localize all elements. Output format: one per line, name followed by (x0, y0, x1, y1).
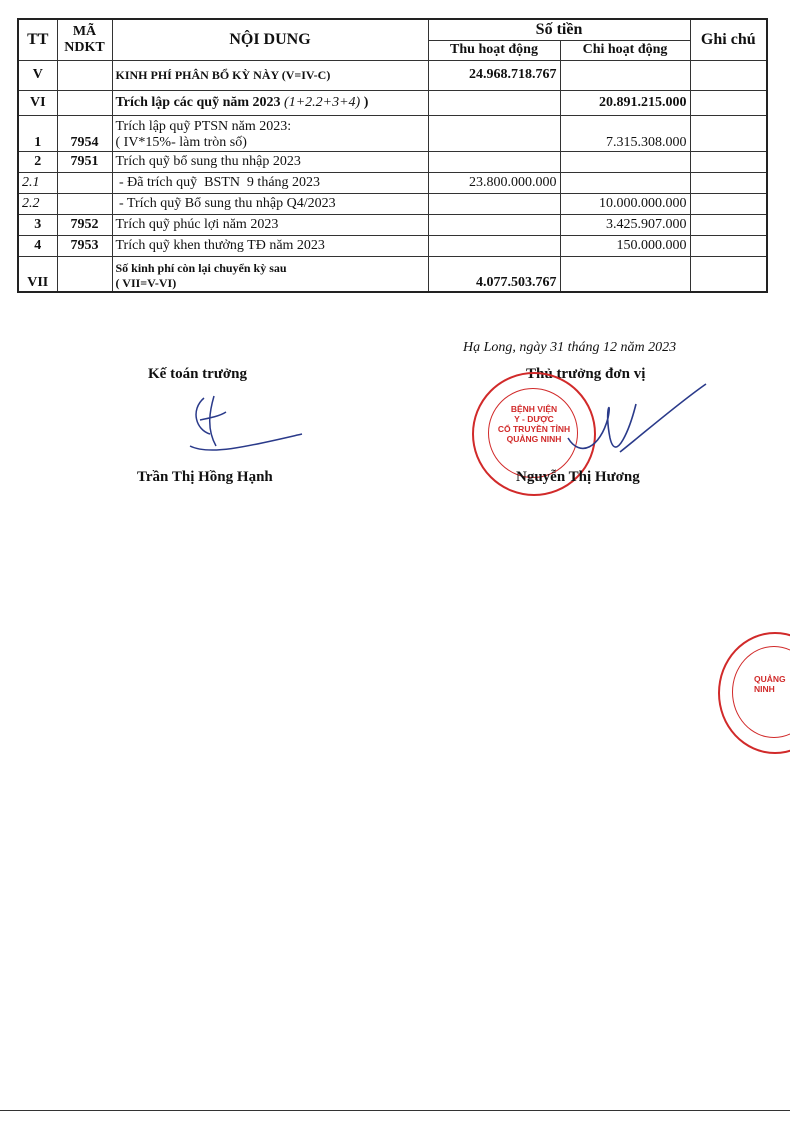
row-content: - Trích quỹ Bổ sung thu nhập Q4/2023 (112, 193, 428, 214)
row-chi (560, 172, 690, 193)
row-note (690, 214, 767, 235)
row-tt: VI (18, 90, 57, 115)
row-chi: 3.425.907.000 (560, 214, 690, 235)
row-thu (428, 90, 560, 115)
row-ma (57, 256, 112, 292)
row-content: Trích quỹ phúc lợi năm 2023 (112, 214, 428, 235)
row-content (112, 115, 428, 151)
row-content-formula: (1+2.2+3+4) (284, 94, 361, 110)
edge-stamp-text (754, 674, 784, 694)
header-thu: Thu hoạt động (428, 40, 560, 60)
budget-table (17, 18, 768, 293)
row-thu: 23.800.000.000 (428, 172, 560, 193)
table-row (18, 172, 767, 193)
director-title: Thủ trưởng đơn vị (526, 366, 646, 382)
row-ma: 7952 (57, 214, 112, 235)
row-note (690, 256, 767, 292)
row-chi: 20.891.215.000 (560, 90, 690, 115)
chief-accountant-name: Trần Thị Hồng Hạnh (137, 469, 273, 485)
row-tt: 2.2 (18, 193, 57, 214)
row-content: KINH PHÍ PHÂN BỔ KỲ NÀY (V=IV-C) (112, 60, 428, 90)
row-tt: 3 (18, 214, 57, 235)
row-tt: 4 (18, 235, 57, 256)
row-content (112, 90, 428, 115)
row-content-line1: Trích lập quỹ PTSN năm 2023: (115, 118, 292, 134)
row-content: Trích quỹ bổ sung thu nhập 2023 (112, 151, 428, 172)
row-tt: 1 (18, 115, 57, 151)
table-row (18, 151, 767, 172)
stamp-line3: CỔ TRUYỀN TỈNH (497, 424, 571, 434)
row-chi: 150.000.000 (560, 235, 690, 256)
edge-stamp-line2: NINH (754, 684, 775, 694)
row-content-line2: ( VII=V-VI) (115, 276, 177, 290)
row-ma (57, 172, 112, 193)
table-row (18, 235, 767, 256)
row-ma: 7951 (57, 151, 112, 172)
row-content (112, 256, 428, 292)
row-content-text: Trích lập các quỹ năm 2023 (115, 94, 285, 110)
header-ma-line1: MÃ (72, 23, 97, 39)
row-note (690, 151, 767, 172)
row-content: Trích quỹ khen thưởng TĐ năm 2023 (112, 235, 428, 256)
row-thu (428, 115, 560, 151)
row-chi: 7.315.308.000 (560, 115, 690, 151)
row-chi: 10.000.000.000 (560, 193, 690, 214)
row-content: - Đã trích quỹ BSTN 9 tháng 2023 (112, 172, 428, 193)
table-row (18, 214, 767, 235)
row-note (690, 115, 767, 151)
row-thu (428, 193, 560, 214)
row-ma (57, 60, 112, 90)
row-chi (560, 256, 690, 292)
row-thu (428, 214, 560, 235)
stamp-line2: Y - DƯỢC (514, 414, 554, 424)
chief-accountant-title: Kế toán trưởng (148, 366, 247, 382)
table-row (18, 256, 767, 292)
row-ma: 7953 (57, 235, 112, 256)
row-note (690, 235, 767, 256)
edge-stamp-line1: QUẢNG (754, 674, 786, 684)
row-thu: 24.968.718.767 (428, 60, 560, 90)
stamp-line1: BỆNH VIỆN (510, 404, 558, 414)
row-thu (428, 151, 560, 172)
row-content-tail: ) (360, 94, 369, 110)
row-note (690, 60, 767, 90)
table-row (18, 193, 767, 214)
director-name: Nguyễn Thị Hương (516, 469, 640, 485)
row-ma (57, 193, 112, 214)
header-ma-ndkt (57, 19, 112, 60)
date-line: Hạ Long, ngày 31 tháng 12 năm 2023 (463, 340, 677, 355)
header-chi: Chi hoạt động (560, 40, 690, 60)
row-content-line1: Số kinh phí còn lại chuyển kỳ sau (115, 261, 287, 275)
row-chi (560, 60, 690, 90)
table-row (18, 60, 767, 90)
row-thu (428, 235, 560, 256)
row-ma (57, 90, 112, 115)
header-ghi-chu: Ghi chú (690, 19, 767, 60)
table-row (18, 90, 767, 115)
header-noi-dung: NỘI DUNG (112, 19, 428, 60)
row-tt: V (18, 60, 57, 90)
row-note (690, 172, 767, 193)
edge-stamp (718, 632, 790, 754)
row-note (690, 90, 767, 115)
row-tt: 2 (18, 151, 57, 172)
page-bottom-rule (0, 1110, 790, 1111)
header-tt: TT (18, 19, 57, 60)
table-row (18, 115, 767, 151)
header-ma-line2: NDKT (64, 39, 105, 55)
row-chi (560, 151, 690, 172)
row-tt: 2.1 (18, 172, 57, 193)
row-tt: VII (18, 256, 57, 292)
row-content-line2: ( IV*15%- làm tròn số) (115, 134, 247, 150)
chief-accountant-signature (170, 390, 310, 470)
row-thu: 4.077.503.767 (428, 256, 560, 292)
director-signature (560, 378, 710, 468)
row-note (690, 193, 767, 214)
stamp-line4: QUẢNG NINH (506, 434, 562, 444)
row-ma: 7954 (57, 115, 112, 151)
header-so-tien: Số tiền (428, 19, 690, 40)
